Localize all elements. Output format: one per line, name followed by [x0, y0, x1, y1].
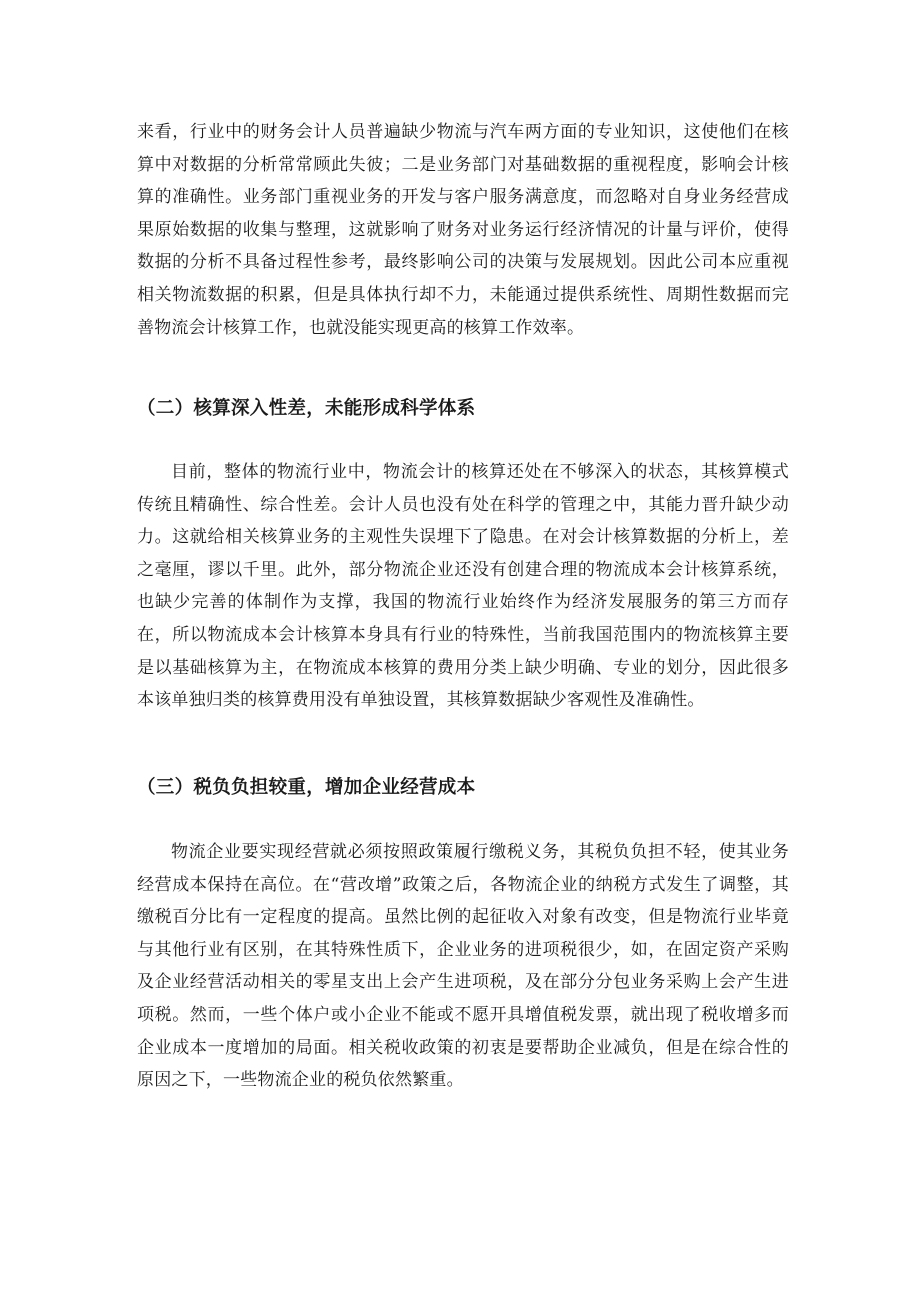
body-paragraph-1: 来看，行业中的财务会计人员普遍缺少物流与汽车两方面的专业知识，这使他们在核算中对数据的分析常常顾此失彼；二是业务部门对基础数据的重视程度，影响会计核算的准确性。业务部门重视业务的开发与客户服务满意度，而忽略对自身业务经营成果原始数据的收集与整理，这就影响了财务对业务运行经济情况的计量与评价，使得数据的分析不具备过程性参考，最终影响公司的决策与发展规划。因此公司本应重视相关物流数据的积累，但是具体执行却不力，未能通过提供系统性、周期性数据而完善物流会计核算工作，也就没能实现更高的核算工作效率。	[137, 122, 789, 338]
body-paragraph-3: 物流企业要实现经营就必须按照政策履行缴税义务，其税负负担不轻，使其业务经营成本保持在高位。在“营改增”政策之后，各物流企业的纳税方式发生了调整，其缴税百分比有一定程度的提高。虽然比例的起征收入对象有改变，但是物流行业毕竟与其他行业有区别，在其特殊性质下，企业业务的进项税很少，如，在固定资产采购及企业经营活动相关的零星支出上会产生进项税，及在部分分包业务采购上会产生进项税。然而，一些个体户或小企业不能或不愿开具增值税发票，就出现了税收增多而企业成本一度增加的局面。相关税收政策的初衷是要帮助企业减负，但是在综合性的原因之下，一些物流企业的税负依然繁重。	[137, 842, 789, 1091]
section-heading-2: （二）核算深入性差，未能形成科学体系	[137, 398, 476, 419]
body-paragraph-2: 目前，整体的物流行业中，物流会计的核算还处在不够深入的状态，其核算模式传统且精确性、综合性差。会计人员也没有处在科学的管理之中，其能力晋升缺少动力。这就给相关核算业务的主观性失误埋下了隐患。在对会计核算数据的分析上，差之毫厘，谬以千里。此外，部分物流企业还没有创建合理的物流成本会计核算系统，也缺少完善的体制作为支撑，我国的物流行业始终作为经济发展服务的第三方而存在，所以物流成本会计核算本身具有行业的特殊性，当前我国范围内的物流核算主要是以基础核算为主，在物流成本核算的费用分类上缺少明确、专业的划分，因此很多本该单独归类的核算费用没有单独设置，其核算数据缺少客观性及准确性。	[137, 462, 789, 711]
section-heading-3: （三）税负负担较重，增加企业经营成本	[137, 777, 476, 798]
